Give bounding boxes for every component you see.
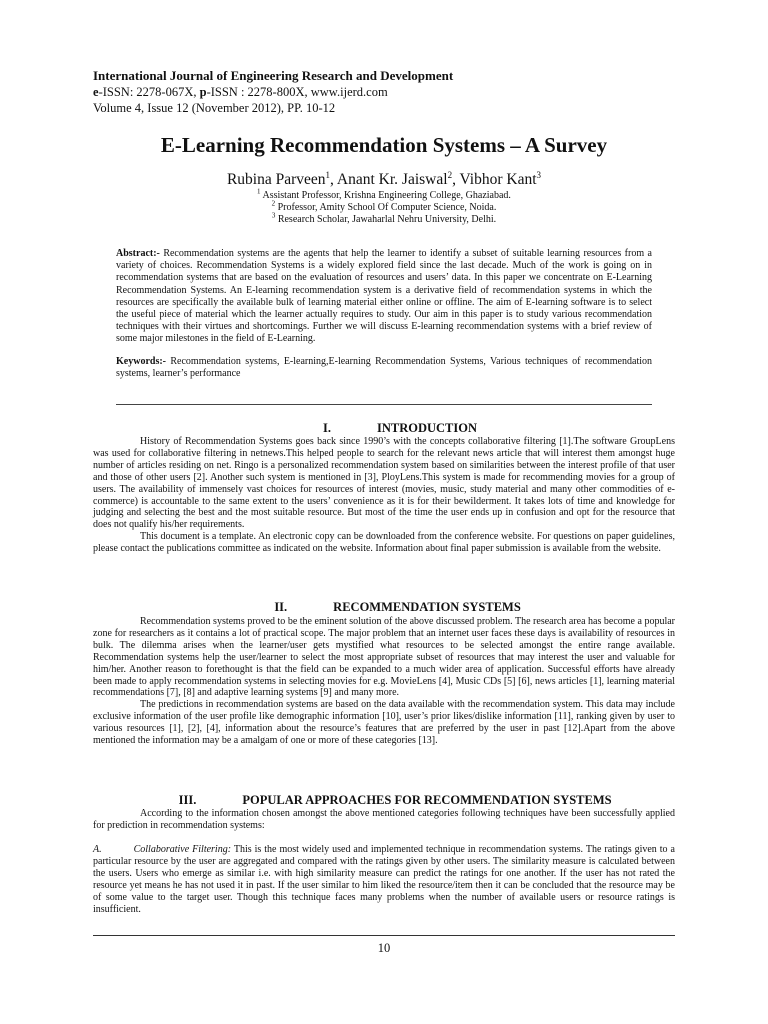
abstract-text: Recommendation systems are the agents that help the learner to identify a subset of suitable learning resources from a variety of choices. Recommendation Systems is a widely explored field since the last decade. Much of the work is going on in recommendation systems that are based on the evaluation of resources and users’ data. In this paper we concentrate on E-Learning Recommendation Systems. An E-learning recommendation system is a derivative field of recommendation systems in which the resources are specifically the available bulk of learning material either online or offline. The aim of E-learning software is to select the useful piece of material which the learner actually requires to study. Our aim in this paper is to study various recommendation techniques with their virtues and shortcomings. Further we will discuss E-learning recommendation systems with a brief review of some major milestones in the field of E-Learning.: [116, 248, 652, 345]
keywords-text: Recommendation systems, E-learning,E-learning Recommendation Systems, Various techniques of recommendation systems, learner’s performance: [116, 355, 652, 379]
affiliation-text: Assistant Professor, Krishna Engineering College, Ghaziabad.: [260, 190, 511, 201]
subsection-title: Collaborative Filtering:: [133, 844, 232, 855]
affiliation-text: Professor, Amity School Of Computer Science, Noida.: [275, 202, 497, 213]
author-mark: 3: [536, 169, 542, 180]
journal-header: [93, 68, 683, 116]
section-body-recommendation-systems: [93, 616, 675, 747]
section-title: INTRODUCTION: [376, 421, 477, 435]
footer-divider: [93, 935, 675, 936]
author-mark: 1: [325, 169, 331, 180]
abstract: [116, 248, 652, 346]
affiliation: [93, 211, 675, 226]
subsection-text: This is the most widely used and implemented technique in recommendation systems. The ratings given to a particular resource by the user are aggregated and compared with the ratings given by other users. The similarity measure is calculated between the users. Users who emerge as similar i.e. with high similarity measure can predict the ratings for one another. If the user has not rated the resource yet means he has not used it in past. If the user similar to him liked the resource/item then it can be concluded that the resource may be of some value to the target user. Though this technique faces many problems when the number of available users or resource ratings is insufficient.: [93, 844, 675, 915]
abstract-label: Abstract:-: [116, 248, 160, 259]
page-number: 10: [377, 941, 391, 955]
paragraph: The predictions in recommendation systems are based on the data available with the recommendation system. This data may include exclusive information of the user profile like demographic information [10], user’s prior likes/dislike information [11], ranking given by user to various resources [1], [2], [4], information about the resource’s features that are preferred by the user in past [12].Apart from the above mentioned the information may be a amalgam of one or more of these categories [13].: [93, 699, 675, 747]
p-issn: -ISSN : 2278-800X, www.ijerd.com: [206, 85, 388, 99]
section-number: II.: [274, 600, 288, 614]
section-number: III.: [178, 793, 197, 807]
section-heading-popular-approaches: [93, 793, 675, 808]
abstract-block: [116, 248, 652, 380]
keywords: [116, 356, 652, 380]
author-name: Anant Kr. Jaiswal: [336, 171, 448, 188]
author-sep: ,: [330, 171, 337, 188]
subsection-collaborative-filtering: [93, 844, 675, 915]
author-list: [93, 170, 675, 190]
paragraph: [93, 844, 675, 915]
affiliation-mark: 1: [257, 187, 261, 196]
paragraph: According to the information chosen amongst the above mentioned categories following techniques have been successfully applied for prediction in recommendation systems:: [93, 808, 675, 831]
author-name: Rubina Parveen: [226, 171, 326, 188]
affiliation-mark: 3: [271, 211, 276, 220]
e-issn: -ISSN: 2278-067X,: [98, 85, 200, 99]
subsection-label: A.: [93, 844, 102, 855]
author-name: Vibhor Kant: [459, 171, 537, 188]
section-heading-introduction: [93, 421, 675, 436]
section-heading-recommendation-systems: [93, 600, 675, 615]
journal-name: International Journal of Engineering Research and Development: [93, 68, 454, 83]
section-body-popular-approaches: [93, 808, 675, 832]
issn-line: [93, 84, 683, 100]
section-title: POPULAR APPROACHES FOR RECOMMENDATION SYSTEMS: [242, 793, 612, 807]
volume-line: Volume 4, Issue 12 (November 2012), PP. 10-12: [93, 101, 336, 115]
affiliation-list: [93, 187, 675, 226]
affiliation-text: Research Scholar, Jawaharlal Nehru University, Delhi.: [275, 214, 497, 225]
e-prefix: e: [93, 85, 99, 99]
affiliation: [93, 187, 675, 202]
affiliation-mark: 2: [271, 199, 276, 208]
paper-title: E-Learning Recommendation Systems – A Survey: [160, 133, 608, 157]
paragraph: Recommendation systems proved to be the eminent solution of the above discussed problem. The research area has become a popular zone for researchers as it contains a lot of practical scope. The major problem that an internet user faces these days is availability of resources in bulk. The dilemma arises when the learner/user gets mystified what resources to be selected amongst the entire range available. Recommendation systems help the user/learner to select the most appropriate subset of resources that may interest the user and valuable for him/her. Another reason to forethought is that the field can be expanded to a much wider area of application. Successful efforts have already been made to apply recommendation systems in selecting movies for e.g. MovieLens [4], Music CDs [5] [6], news articles [1], learning material recommendations [7], [8] and adaptive learning systems [9] and many more.: [93, 616, 675, 699]
author-mark: 2: [447, 169, 453, 180]
section-body-introduction: [93, 436, 675, 555]
section-title: RECOMMENDATION SYSTEMS: [333, 600, 521, 614]
keywords-label: Keywords:-: [116, 355, 166, 367]
paragraph: This document is a template. An electronic copy can be downloaded from the conference website. For questions on paper guidelines, please contact the publications committee as indicated on the website. Information about final paper submission is available from the website.: [93, 531, 675, 555]
paragraph: History of Recommendation Systems goes back since 1990’s with the concepts collaborative filtering [1].The software GroupLens was used for collaborative filtering in netnews.This helped people to search for the relevant news article that will interest them amongst huge number of articles residing on net. Ringo is a personalized recommendation system based on similarities between the interest profile of that user and those of other users [2]. Another such system is mentioned in [3], PloyLens.This system is made for recommending movies for a group of users. The availability of immensely vast choices for resources of interest (movies, music, study material and many other commodities of e-commerce) is accountable to the same extent to the users’ convenience as it is for their bewilderment. It takes lots of time and knowledge for judging and selecting the best and the most suitable resource. But most of the time the user ends up in confusion and opt for the resource that does not qualify his/her requirements.: [93, 436, 675, 531]
p-prefix: p: [199, 85, 207, 99]
author-sep: ,: [452, 171, 460, 188]
abstract-divider: [116, 404, 652, 405]
section-number: I.: [322, 421, 331, 435]
affiliation: [93, 199, 675, 214]
